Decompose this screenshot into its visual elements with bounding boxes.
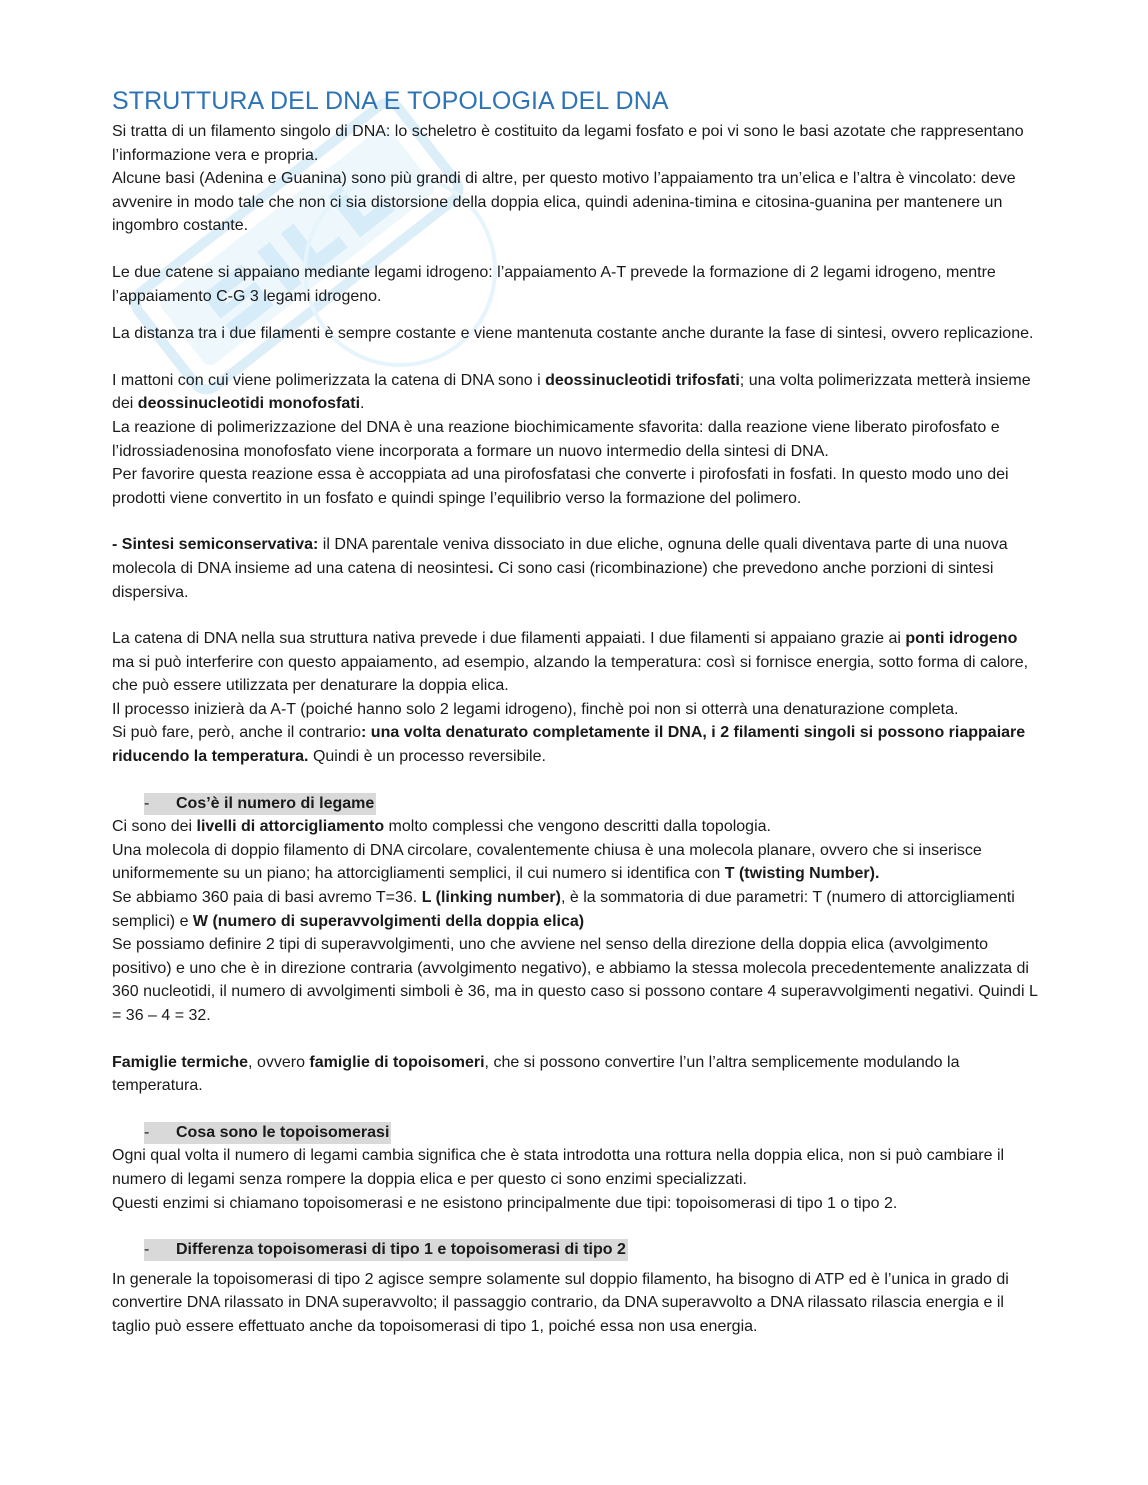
bold-text: - Sintesi semiconservativa: xyxy=(112,536,319,554)
paragraph xyxy=(112,1192,1042,1216)
section-heading-numero-legame xyxy=(112,792,1042,816)
bold-text: L (linking number) xyxy=(421,889,561,907)
paragraph xyxy=(112,533,1042,604)
page-title: STRUTTURA DEL DNA E TOPOLOGIA DEL DNA xyxy=(112,87,669,115)
text: Il processo inizierà da A-T (poiché hanno solo 2 legami idrogeno), finchè poi non si otterrà una denaturazione completa. xyxy=(112,700,959,718)
text: I mattoni con cui viene polimerizzata la catena di DNA sono i xyxy=(112,371,546,389)
paragraph xyxy=(112,933,1042,1027)
text: molto complessi che vengono descritti dalla topologia. xyxy=(384,818,771,836)
bold-text: Famiglie termiche xyxy=(112,1053,249,1071)
text: , che si possono convertire l’un l’altra semplicemente modulando la temperatura. xyxy=(112,1053,960,1095)
text: Si tratta di un filamento singolo di DNA: lo scheletro è costituito da legami fosfato e poi vi sono le basi azotate che rappresentano l’informazione vera e propria. xyxy=(112,123,1024,164)
paragraph xyxy=(112,463,1042,510)
bold-text: deossinucleotidi trifosfati xyxy=(545,371,740,389)
bold-text: famiglie di topoisomeri xyxy=(309,1053,485,1071)
text: Una molecola di doppio filamento di DNA circolare, covalentemente chiusa è una molecola planare, ovvero che si inserisce uniformemente su un piano; ha attorcigliamenti semplici, il cui numero si identifica con xyxy=(112,841,982,883)
paragraph xyxy=(112,627,1042,698)
text: In generale la topoisomerasi di tipo 2 agisce sempre solamente sul doppio filamento, ha bisogno di ATP ed è l’unica in grado di convertire DNA rilassato in DNA superavvolto; il passaggio contrario, da DNA superavvolto a DNA rilassato rilascia energia e il taglio può essere effettuato anche da topoisomerasi di tipo 1, poiché essa non usa energia. xyxy=(112,1270,1009,1335)
text: , ovvero xyxy=(248,1053,310,1071)
text: Ci sono casi (ricombinazione) che prevedono anche porzioni di sintesi dispersiva. xyxy=(112,559,994,601)
heading-label: Cos’è il numero di legame xyxy=(176,794,375,812)
text: Alcune basi (Adenina e Guanina) sono più grandi di altre, per questo motivo l’appaiamento tra un’elica e l’altra è vincolato: deve avvenire in modo tale che non ci sia distorsione della doppia elica, quindi adenina-timina e citosina-guanina per mantenere un ingombro costante. xyxy=(112,170,1016,235)
text: Ci sono dei xyxy=(112,818,197,836)
text: Si può fare, però, anche il contrario xyxy=(112,724,362,742)
section-heading-differenza xyxy=(112,1238,1042,1262)
paragraph xyxy=(112,721,1042,768)
bullet-dash: - xyxy=(144,1123,150,1141)
bold-text: ponti idrogeno xyxy=(905,630,1018,648)
paragraph xyxy=(112,1051,1042,1098)
bold-text: deossinucleotidi monofosfati xyxy=(137,395,361,413)
paragraph xyxy=(112,322,1042,346)
text: Se abbiamo 360 paia di basi avremo T=36. xyxy=(112,889,422,907)
text: ; una volta polimerizzata metterà insieme dei xyxy=(112,371,1031,413)
paragraph xyxy=(112,815,1042,839)
paragraph xyxy=(112,839,1042,886)
text: Questi enzimi si chiamano topoisomerasi e ne esistono principalmente due tipi: topoisomerasi di tipo 1 o tipo 2. xyxy=(112,1194,898,1212)
bullet-dash: - xyxy=(144,1241,150,1259)
paragraph xyxy=(112,698,1042,722)
heading-label: Differenza topoisomerasi di tipo 1 e topoisomerasi di tipo 2 xyxy=(176,1241,626,1259)
paragraph xyxy=(112,886,1042,933)
bold-text: livelli di attorcigliamento xyxy=(196,818,385,836)
section-heading-topoisomerasi xyxy=(112,1121,1042,1145)
paragraph xyxy=(112,167,1042,238)
text: La distanza tra i due filamenti è sempre costante e viene mantenuta costante anche durante la fase di sintesi, ovvero replicazione. xyxy=(112,325,1034,343)
text: ma si può interferire con questo appaiamento, ad esempio, alzando la temperatura: così si fornisce energia, sotto forma di calore, che può essere utilizzata per denaturare la doppia elica. xyxy=(112,653,1029,695)
text: Per favorire questa reazione essa è accoppiata ad una pirofosfatasi che converte i pirofosfati in fosfati. In questo modo uno dei prodotti viene convertito in un fosfato e quindi spinge l’equilibrio verso la formazione del polimero. xyxy=(112,466,1009,507)
text: Le due catene si appaiano mediante legami idrogeno: l’appaiamento A-T prevede la formazione di 2 legami idrogeno, mentre l’appaiamento C-G 3 legami idrogeno. xyxy=(112,263,996,305)
text: Ogni qual volta il numero di legami cambia significa che è stata introdotta una rottura nella doppia elica, non si può cambiare il numero di legami senza rompere la doppia elica e per questo ci sono enzimi specializzati. xyxy=(112,1147,1005,1188)
text: . xyxy=(360,395,365,413)
bold-text: W (numero di superavvolgimenti della doppia elica) xyxy=(192,912,585,930)
paragraph xyxy=(112,1144,1042,1191)
bold-text: T (twisting Number). xyxy=(724,865,880,883)
paragraph xyxy=(112,261,1042,308)
text: il DNA parentale veniva dissociato in due eliche, ognuna delle quali diventava parte di una nuova molecola di DNA insieme ad una catena di neosintesi xyxy=(112,536,1008,577)
text: Se possiamo definire 2 tipi di superavvolgimenti, uno che avviene nel senso della direzione della doppia elica (avvolgimento positivo) e uno che è in direzione contraria (avvolgimento negativo), e abbiamo la stessa molecola precedentemente analizzata di 360 nucleotidi, il numero di avvolgimenti simboli è 36, ma in questo caso si possono contare 4 superavvolgimenti negativi. Quindi L = 36 – 4 = 32. xyxy=(112,936,1038,1024)
text: La catena di DNA nella sua struttura nativa prevede i due filamenti appaiati. I due filamenti si appaiano grazie ai xyxy=(112,630,906,648)
bullet-dash: - xyxy=(144,794,150,812)
paragraph xyxy=(112,369,1042,416)
paragraph xyxy=(112,1268,1042,1339)
text: , è la sommatoria di due parametri: T (numero di attorcigliamenti semplici) e xyxy=(112,889,1015,930)
bold-text: : una volta denaturato completamente il DNA, i 2 filamenti singoli si possono riappaiare riducendo la temperatura. xyxy=(112,724,1026,766)
text: Quindi è un processo reversibile. xyxy=(308,748,546,766)
paragraph xyxy=(112,416,1042,463)
text: La reazione di polimerizzazione del DNA è una reazione biochimicamente sfavorita: dalla reazione viene liberato pirofosfato e l’idrossiadenosina monofosfato viene incorporata a formare un nuovo intermedio della sintesi di DNA. xyxy=(112,418,1000,460)
heading-label: Cosa sono le topoisomerasi xyxy=(176,1123,390,1141)
paragraph xyxy=(112,120,1042,167)
document-page xyxy=(112,84,1042,1339)
bold-text: . xyxy=(489,559,494,577)
